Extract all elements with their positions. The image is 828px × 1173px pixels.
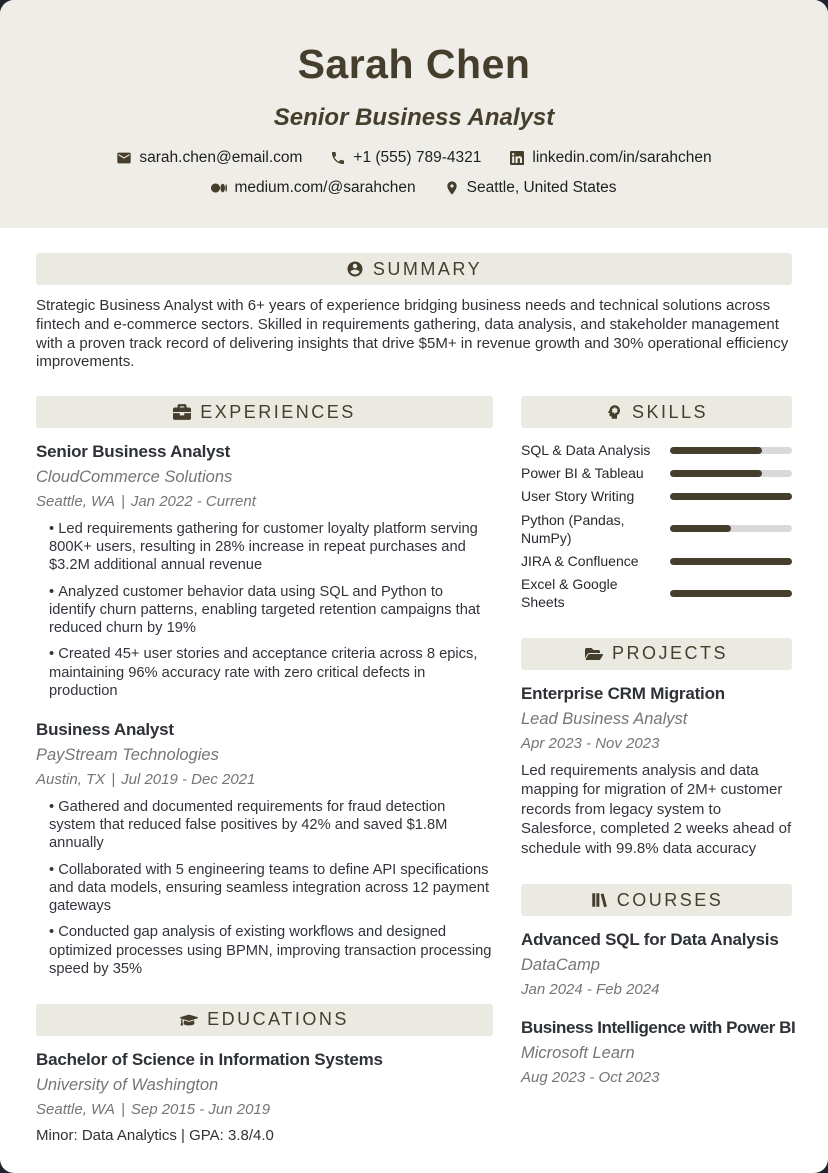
experience-meta (36, 771, 493, 788)
contact-location (444, 179, 617, 197)
skill-bar-track (670, 493, 792, 500)
skills-head-icon (605, 403, 623, 421)
experience-meta (36, 493, 493, 510)
resume-body (0, 228, 828, 1144)
skill-bar-fill (670, 447, 762, 454)
education-entry (36, 1050, 493, 1144)
education-note: Minor: Data Analytics | GPA: 3.8/4.0 (36, 1126, 274, 1144)
course-dates: Aug 2023 - Oct 2023 (521, 1069, 660, 1086)
experience-company: PayStream Technologies (36, 745, 219, 764)
linkedin-icon (509, 150, 525, 166)
section-skills (521, 396, 792, 612)
experience-location: Seattle, WA (36, 493, 115, 510)
contact-email-text: sarah.chen@email.com (139, 149, 303, 166)
experience-entry (36, 442, 493, 700)
courses-section-header (521, 884, 792, 916)
contact-row-1 (0, 149, 828, 167)
contact-medium-text: medium.com/@sarahchen (234, 179, 416, 196)
left-column (36, 396, 493, 1144)
contact-linkedin[interactable] (509, 149, 711, 167)
experience-entry (36, 720, 493, 978)
meta-separator: | (120, 1100, 125, 1118)
meta-separator: | (111, 770, 116, 788)
contact-location-text: Seattle, United States (466, 179, 617, 196)
user-circle-icon (346, 260, 364, 278)
course-entry (521, 1018, 796, 1086)
skill-bar-fill (670, 493, 792, 500)
section-educations (36, 1004, 493, 1144)
skill-row (521, 464, 792, 482)
project-entry (521, 684, 792, 859)
contact-linkedin-text: linkedin.com/in/sarahchen (532, 149, 712, 166)
skill-bar-fill (670, 525, 731, 532)
education-degree: Bachelor of Science in Information Systems (36, 1049, 383, 1069)
experiences-section-header (36, 396, 493, 428)
skill-bar-track (670, 525, 792, 532)
course-dates: Jan 2024 - Feb 2024 (521, 981, 660, 998)
projects-section-title: PROJECTS (611, 643, 728, 663)
education-school: University of Washington (36, 1075, 219, 1094)
experience-title: Business Analyst (36, 719, 174, 739)
skills-list (521, 441, 792, 612)
experience-bullet-list (36, 520, 493, 700)
person-job-title: Senior Business Analyst (273, 104, 555, 131)
contact-email[interactable] (116, 149, 302, 167)
meta-separator: | (120, 493, 125, 510)
experience-bullet: • Collaborated with 5 engineering teams to define API specifications and data models, ensuring seamless integration across 12 payment gateways (36, 861, 493, 916)
course-title: Business Intelligence with Power BI (521, 1018, 796, 1037)
education-location: Seattle, WA (36, 1100, 115, 1118)
skill-bar-fill (670, 470, 762, 477)
experience-bullet: • Analyzed customer behavior data using SQL and Python to identify churn patterns, enabling targeted retention campaigns that reduced churn by 19% (36, 583, 493, 638)
skill-bar-track (670, 558, 792, 565)
skill-row (521, 511, 792, 547)
skill-label: SQL & Data Analysis (521, 442, 651, 458)
right-column (521, 396, 796, 1144)
educations-section-title: EDUCATIONS (207, 1009, 349, 1030)
medium-icon (211, 180, 227, 196)
section-projects (521, 638, 792, 859)
skill-bar-track (670, 590, 792, 597)
contact-medium[interactable] (211, 179, 415, 197)
contact-phone[interactable] (330, 149, 481, 167)
education-dates: Sep 2015 - Jun 2019 (130, 1100, 271, 1118)
course-title: Advanced SQL for Data Analysis (521, 930, 779, 949)
section-experiences (36, 396, 493, 978)
experience-bullet: • Created 45+ user stories and acceptance criteria across 8 epics, maintaining 96% accuracy rate with zero critical defects in production (36, 645, 493, 700)
briefcase-icon (173, 403, 191, 421)
phone-icon (330, 150, 346, 166)
two-column-area (36, 396, 796, 1144)
project-role: Lead Business Analyst (521, 709, 688, 728)
experience-dates: Jan 2022 - Current (130, 493, 256, 510)
skill-label: Excel & Google Sheets (521, 576, 618, 611)
skill-label: User Story Writing (521, 488, 635, 505)
section-courses (521, 884, 796, 1086)
contact-row-2 (0, 179, 828, 197)
experience-bullet: • Led requirements gathering for customer loyalty platform serving 800K+ users, resulting in 28% increase in repeat purchases and $3.2M additional annual revenue (36, 520, 493, 575)
folder-open-icon (585, 645, 603, 663)
skill-label: Power BI & Tableau (521, 465, 644, 482)
project-description: Led requirements analysis and data mapping for migration of 2M+ customer records from legacy system to Salesforce, completed 2 weeks ahead of schedule with 99.8% data accuracy (521, 761, 792, 857)
experience-company: CloudCommerce Solutions (36, 468, 233, 486)
project-title: Enterprise CRM Migration (521, 683, 725, 703)
summary-section-header (36, 253, 792, 285)
skills-section-title: SKILLS (631, 401, 709, 422)
section-summary (36, 253, 792, 372)
skill-label: JIRA & Confluence (521, 552, 639, 569)
experience-title: Senior Business Analyst (36, 442, 231, 461)
experience-bullet-list (36, 798, 493, 978)
experience-bullet: • Gathered and documented requirements for fraud detection system that reduced false positives by 42% and saved $1.8M annually (36, 798, 493, 853)
skill-bar-track (670, 470, 792, 477)
person-name: Sarah Chen (297, 41, 531, 87)
resume-header (0, 0, 828, 228)
experience-location: Austin, TX (36, 770, 106, 788)
graduation-cap-icon (180, 1011, 198, 1029)
email-icon (116, 150, 132, 166)
skill-row (521, 575, 792, 611)
experience-dates: Jul 2019 - Dec 2021 (121, 770, 256, 788)
skill-label: Python (Pandas, NumPy) (521, 511, 625, 546)
experiences-section-title: EXPERIENCES (200, 401, 356, 422)
skill-bar-fill (670, 590, 792, 597)
courses-section-title: COURSES (616, 889, 724, 910)
summary-section-title: SUMMARY (372, 258, 483, 279)
summary-text: Strategic Business Analyst with 6+ years of experience bridging business needs and technical solutions across fintech and e-commerce sectors. Skilled in requirements gathering, data analysis, and stakeholder management with a proven track record of delivering insights that drive $5M+ in revenue growth and 30% operational efficiency improvements. (36, 297, 789, 371)
experience-bullet: • Conducted gap analysis of existing workflows and designed optimized processes using BPMN, improving transaction processing speed by 35% (36, 923, 493, 978)
projects-section-header (521, 638, 792, 670)
contact-phone-text: +1 (555) 789-4321 (353, 149, 482, 166)
project-dates: Apr 2023 - Nov 2023 (521, 734, 660, 752)
course-entry (521, 930, 792, 998)
skill-bar-fill (670, 558, 792, 565)
location-icon (444, 180, 460, 196)
course-provider: DataCamp (521, 956, 600, 974)
educations-section-header (36, 1004, 493, 1036)
skill-row (521, 487, 792, 505)
skill-row (521, 441, 792, 459)
course-provider: Microsoft Learn (521, 1044, 635, 1062)
skill-bar-track (670, 447, 792, 454)
books-icon (590, 891, 608, 909)
skill-row (521, 552, 792, 570)
skills-section-header (521, 396, 792, 428)
education-meta (36, 1101, 493, 1118)
